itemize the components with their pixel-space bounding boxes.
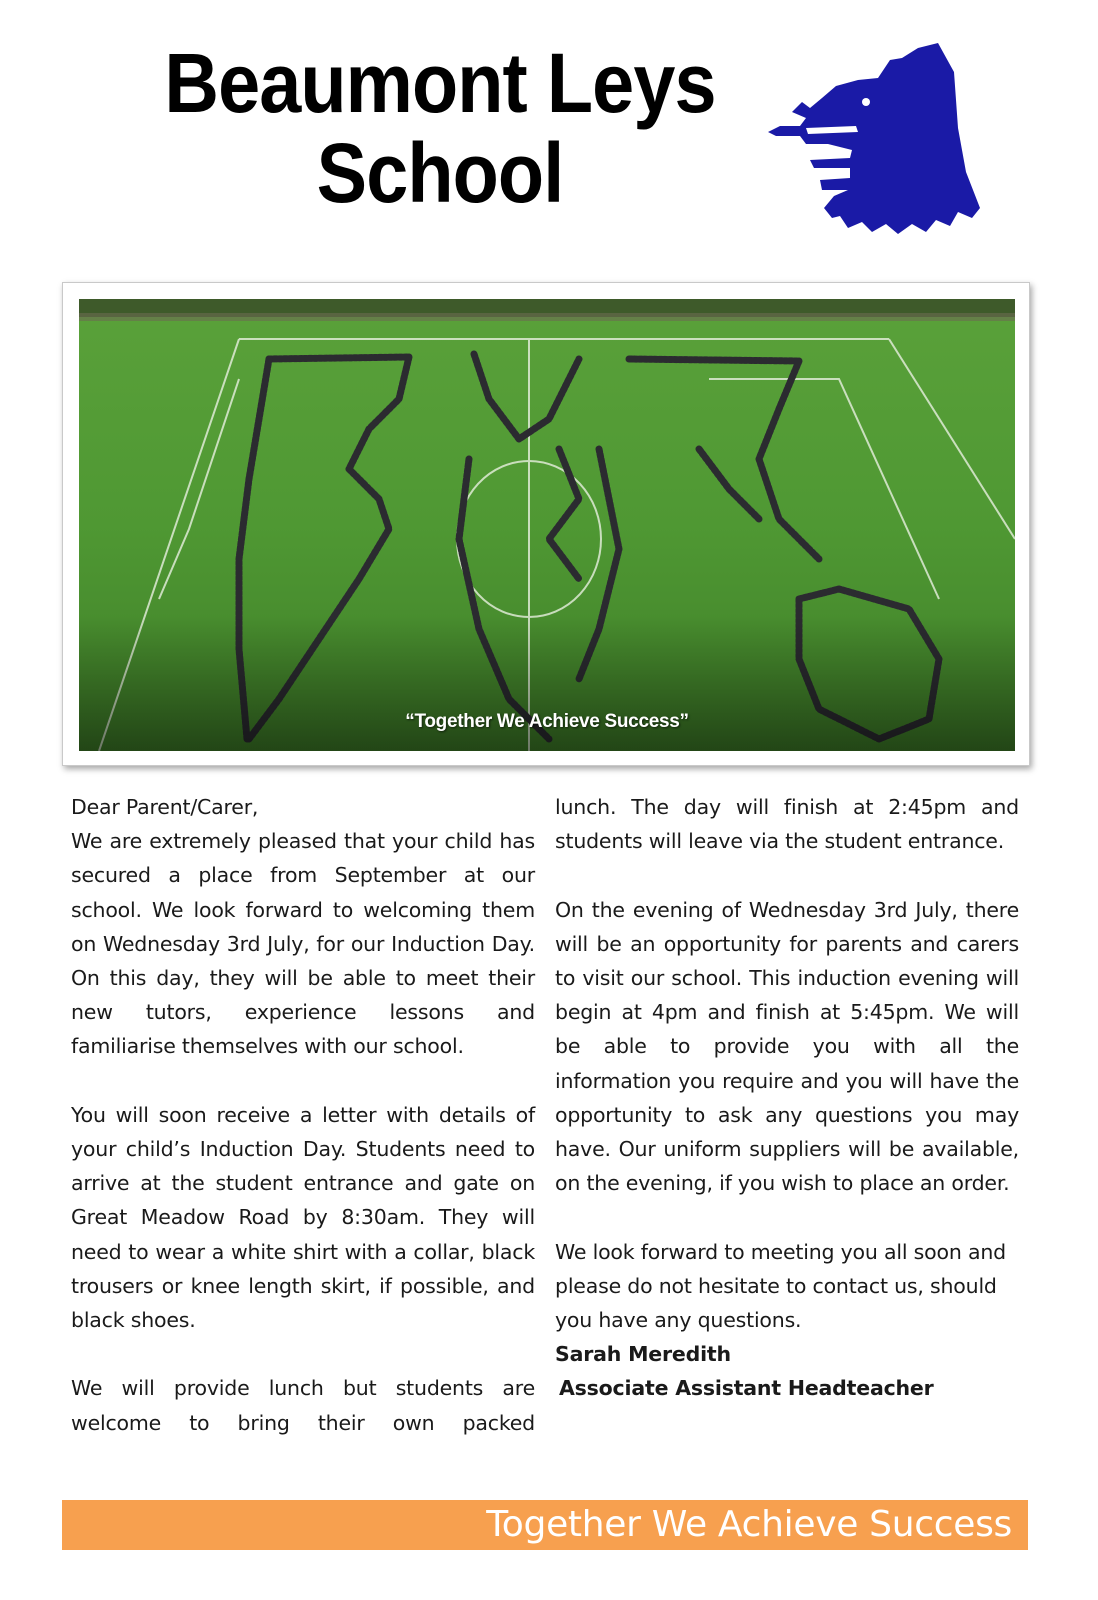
photo-frame — [62, 282, 1030, 766]
footer-banner — [62, 1500, 1028, 1550]
school-title-line2: School — [316, 126, 564, 220]
school-title — [134, 38, 746, 218]
aerial-photo — [79, 299, 1015, 751]
letter-paragraph: On the evening of Wednesday 3rd July, there will be an opportunity for parents and carers to visit our school. This induction evening will begin at 4pm and finish at 5:45pm. We will be able to provide you with all the information you require and you will have the opportunity to ask any questions you may have. Our uniform suppliers will be available, on the evening, if you wish to place an order. — [555, 897, 1019, 1196]
footer-motto: Together We Achieve Success — [486, 1504, 1012, 1545]
letter-paragraph: We look forward to meeting you all soon and please do not hesitate to contact us, should you have any questions. — [555, 1239, 1006, 1333]
letter-paragraph: We are extremely pleased that your child has secured a place from September at our school. We look forward to welcoming them on Wednesday 3rd July, for our Induction Day. On this day, they will be able to meet their new tutors, experience lessons and familiarise themselves with our school. — [71, 829, 535, 1059]
letter-left-column — [71, 790, 535, 1440]
photo-caption: “Together We Achieve Success” — [405, 711, 689, 732]
signature-role: Associate Assistant Headteacher — [559, 1376, 934, 1401]
signature-name: Sarah Meredith — [555, 1342, 731, 1367]
letter-paragraph: We will provide lunch but students are welcome to bring their own packed — [71, 1376, 535, 1435]
heraldic-wolf-head-icon — [762, 40, 992, 240]
school-title-line1: Beaumont Leys — [164, 36, 716, 130]
letter-paragraph: lunch. The day will finish at 2:45pm and students will leave via the student entrance. — [555, 795, 1019, 854]
letter-right-column — [555, 790, 1019, 1406]
letter-paragraph: You will soon receive a letter with details of your child’s Induction Day. Students need to arrive at the student entrance and gate on Great Meadow Road by 8:30am. They will need to wear a white shirt with a collar, black trousers or knee length skirt, if possible, and black shoes. — [71, 1102, 535, 1333]
letter-salutation: Dear Parent/Carer, — [71, 795, 259, 819]
